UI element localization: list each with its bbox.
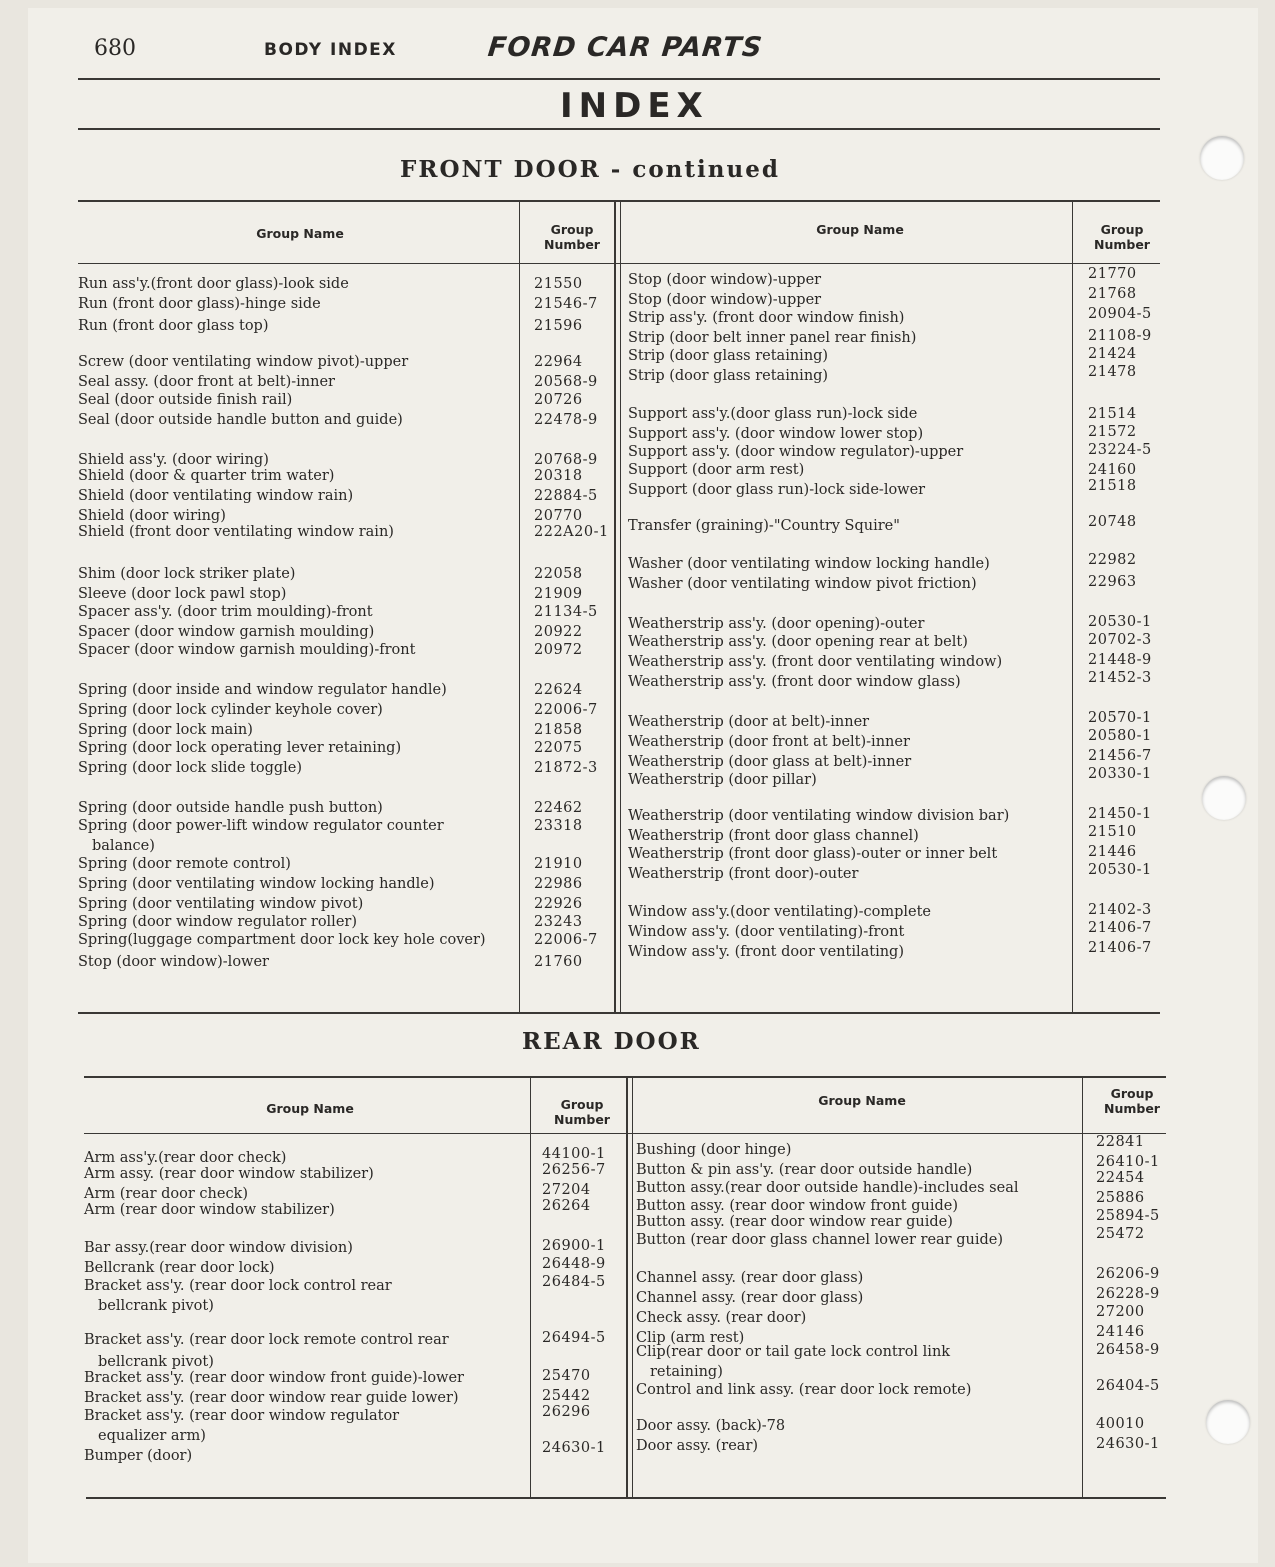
part-group-number: 21446 — [1088, 844, 1137, 860]
part-name: Spring (door remote control) — [78, 856, 291, 872]
part-name: Arm ass'y.(rear door check) — [84, 1150, 287, 1166]
part-group-number: 21858 — [534, 722, 583, 738]
part-group-number: 22006-7 — [534, 702, 598, 718]
part-group-number: 21770 — [1088, 266, 1137, 282]
col-header-group-name: Group Name — [816, 222, 904, 237]
part-name: Spring (door lock main) — [78, 722, 253, 738]
part-name: Weatherstrip ass'y. (door opening)-outer — [628, 616, 925, 632]
part-name: Weatherstrip ass'y. (front door window glass) — [628, 674, 961, 690]
part-group-number: 20568-9 — [534, 374, 598, 390]
part-group-number: 20770 — [534, 508, 583, 524]
part-group-number: 21546-7 — [534, 296, 598, 312]
part-name: Arm (rear door check) — [84, 1186, 249, 1202]
part-name: Bracket ass'y. (rear door lock remote control rear — [84, 1332, 449, 1348]
part-name: Weatherstrip ass'y. (door opening rear at belt) — [628, 634, 968, 650]
part-name: Screw (door ventilating window pivot)-upper — [78, 354, 409, 370]
part-name: Stop (door window)-upper — [628, 272, 822, 288]
part-group-number: 20972 — [534, 642, 583, 658]
front-door-title: FRONT DOOR - continued — [400, 156, 780, 183]
binder-hole — [1200, 136, 1244, 180]
part-group-number: 22982 — [1088, 552, 1137, 568]
part-name: Run (front door glass top) — [78, 318, 269, 334]
part-group-number: 26410-1 — [1096, 1154, 1160, 1170]
part-name: Stop (door window)-upper — [628, 292, 822, 308]
part-name: Spring (door power-lift window regulator counter — [78, 818, 444, 834]
part-group-number: 22986 — [534, 876, 583, 892]
part-name: Arm assy. (rear door window stabilizer) — [84, 1166, 374, 1182]
part-name: Spring (door lock slide toggle) — [78, 760, 303, 776]
part-name: Strip (door glass retaining) — [628, 348, 829, 364]
part-group-number: 20904-5 — [1088, 306, 1152, 322]
part-name: Bracket ass'y. (rear door window front guide)-lower — [84, 1370, 464, 1386]
part-name: Spring(luggage compartment door lock key hole cover) — [78, 932, 486, 948]
part-group-number: 26256-7 — [542, 1162, 606, 1178]
part-group-number: 22454 — [1096, 1170, 1145, 1186]
part-group-number: 20530-1 — [1088, 614, 1152, 630]
binder-hole — [1202, 776, 1246, 820]
col-header-group-name: Group Name — [266, 1101, 354, 1116]
part-group-number: 21909 — [534, 586, 583, 602]
part-group-number: 22926 — [534, 896, 583, 912]
part-name: Spring (door outside handle push button) — [78, 800, 383, 816]
part-group-number: 27200 — [1096, 1304, 1145, 1320]
part-group-number: 21514 — [1088, 406, 1137, 422]
part-group-number: 24160 — [1088, 462, 1137, 478]
part-name: bellcrank pivot) — [98, 1298, 214, 1314]
part-group-number: 21448-9 — [1088, 652, 1152, 668]
header-rule — [78, 78, 1160, 80]
part-name: bellcrank pivot) — [98, 1354, 214, 1370]
part-name: Bumper (door) — [84, 1448, 193, 1464]
part-name: Bracket ass'y. (rear door window rear guide lower) — [84, 1390, 459, 1406]
part-group-number: 21450-1 — [1088, 806, 1152, 822]
part-group-number: 21406-7 — [1088, 940, 1152, 956]
part-name: Transfer (graining)-"Country Squire" — [628, 518, 900, 534]
part-group-number: 22478-9 — [534, 412, 598, 428]
part-group-number: 20768-9 — [534, 452, 598, 468]
part-name: Weatherstrip (door pillar) — [628, 772, 817, 788]
part-name: Shield (door & quarter trim water) — [78, 468, 335, 484]
part-name: Weatherstrip (door glass at belt)-inner — [628, 754, 912, 770]
part-group-number: 21452-3 — [1088, 670, 1152, 686]
part-name: Spacer ass'y. (door trim moulding)-front — [78, 604, 373, 620]
part-group-number: 26900-1 — [542, 1238, 606, 1254]
part-group-number: 27204 — [542, 1182, 591, 1198]
part-group-number: 22884-5 — [534, 488, 598, 504]
part-group-number: 21108-9 — [1088, 328, 1152, 344]
part-group-number: 21406-7 — [1088, 920, 1152, 936]
part-group-number: 26448-9 — [542, 1256, 606, 1272]
part-name: Bar assy.(rear door window division) — [84, 1240, 353, 1256]
part-group-number: 21518 — [1088, 478, 1137, 494]
part-name: Sleeve (door lock pawl stop) — [78, 586, 287, 602]
part-name: Support (door arm rest) — [628, 462, 805, 478]
part-group-number: 26494-5 — [542, 1330, 606, 1346]
part-name: Weatherstrip (door ventilating window division bar) — [628, 808, 1010, 824]
part-group-number: 20748 — [1088, 514, 1137, 530]
part-name: Strip ass'y. (front door window finish) — [628, 310, 905, 326]
part-group-number: 21402-3 — [1088, 902, 1152, 918]
part-name: retaining) — [650, 1364, 723, 1380]
part-name: Seal assy. (door front at belt)-inner — [78, 374, 335, 390]
part-name: Check assy. (rear door) — [636, 1310, 807, 1326]
part-name: Weatherstrip (front door)-outer — [628, 866, 859, 882]
part-name: Window ass'y. (front door ventilating) — [628, 944, 904, 960]
part-name: Weatherstrip ass'y. (front door ventilating window) — [628, 654, 1003, 670]
part-name: Support ass'y. (door window regulator)-upper — [628, 444, 964, 460]
part-group-number: 20570-1 — [1088, 710, 1152, 726]
col-header-group-number: Group Number — [554, 1097, 610, 1127]
part-group-number: 22963 — [1088, 574, 1137, 590]
part-group-number: 21872-3 — [534, 760, 598, 776]
part-name: Shield ass'y. (door wiring) — [78, 452, 269, 468]
part-group-number: 26404-5 — [1096, 1378, 1160, 1394]
part-group-number: 21134-5 — [534, 604, 598, 620]
part-name: Bracket ass'y. (rear door lock control rear — [84, 1278, 392, 1294]
rear-door-title: REAR DOOR — [522, 1028, 701, 1055]
binder-hole — [1206, 1400, 1250, 1444]
part-name: Spring (door lock cylinder keyhole cover) — [78, 702, 383, 718]
part-group-number: 24630-1 — [542, 1440, 606, 1456]
part-group-number: 25442 — [542, 1388, 591, 1404]
part-name: Channel assy. (rear door glass) — [636, 1270, 864, 1286]
part-group-number: 21596 — [534, 318, 583, 334]
part-name: Clip(rear door or tail gate lock control link — [636, 1344, 951, 1360]
part-group-number: 21510 — [1088, 824, 1137, 840]
part-group-number: 21910 — [534, 856, 583, 872]
part-name: Bushing (door hinge) — [636, 1142, 792, 1158]
section-label: BODY INDEX — [264, 40, 397, 60]
part-name: balance) — [92, 838, 155, 854]
part-name: equalizer arm) — [98, 1428, 206, 1444]
part-name: Window ass'y.(door ventilating)-complete — [628, 904, 931, 920]
col-header-group-name: Group Name — [256, 226, 344, 241]
part-group-number: 21456-7 — [1088, 748, 1152, 764]
page-title: INDEX — [560, 86, 709, 126]
part-group-number: 22841 — [1096, 1134, 1145, 1150]
part-group-number: 22058 — [534, 566, 583, 582]
col-header-group-number: Group Number — [1094, 222, 1150, 252]
part-group-number: 22006-7 — [534, 932, 598, 948]
part-name: Spring (door window regulator roller) — [78, 914, 357, 930]
brand-title: FORD CAR PARTS — [486, 32, 765, 63]
part-name: Spring (door ventilating window pivot) — [78, 896, 364, 912]
part-group-number: 26206-9 — [1096, 1266, 1160, 1282]
part-group-number: 20726 — [534, 392, 583, 408]
part-group-number: 25470 — [542, 1368, 591, 1384]
part-group-number: 20922 — [534, 624, 583, 640]
part-group-number: 20580-1 — [1088, 728, 1152, 744]
part-group-number: 20330-1 — [1088, 766, 1152, 782]
part-group-number: 22462 — [534, 800, 583, 816]
part-name: Weatherstrip (front door glass)-outer or inner belt — [628, 846, 998, 862]
part-name: Button assy. (rear door window front guide) — [636, 1198, 958, 1214]
part-name: Shield (door ventilating window rain) — [78, 488, 354, 504]
part-name: Button assy.(rear door outside handle)-includes seal — [636, 1180, 1019, 1196]
part-name: Washer (door ventilating window locking handle) — [628, 556, 990, 572]
part-name: Support ass'y. (door window lower stop) — [628, 426, 924, 442]
part-name: Button (rear door glass channel lower rear guide) — [636, 1232, 1004, 1248]
part-group-number: 21550 — [534, 276, 583, 292]
part-group-number: 25886 — [1096, 1190, 1145, 1206]
part-group-number: 26458-9 — [1096, 1342, 1160, 1358]
part-name: Strip (door glass retaining) — [628, 368, 829, 384]
part-name: Run ass'y.(front door glass)-look side — [78, 276, 349, 292]
part-name: Bellcrank (rear door lock) — [84, 1260, 275, 1276]
col-header-group-name: Group Name — [818, 1093, 906, 1108]
part-name: Support (door glass run)-lock side-lower — [628, 482, 926, 498]
part-group-number: 22075 — [534, 740, 583, 756]
part-group-number: 23243 — [534, 914, 583, 930]
part-name: Washer (door ventilating window pivot friction) — [628, 576, 977, 592]
part-name: Button & pin ass'y. (rear door outside handle) — [636, 1162, 973, 1178]
part-name: Window ass'y. (door ventilating)-front — [628, 924, 905, 940]
part-name: Spacer (door window garnish moulding) — [78, 624, 375, 640]
part-name: Channel assy. (rear door glass) — [636, 1290, 864, 1306]
part-name: Run (front door glass)-hinge side — [78, 296, 321, 312]
part-name: Shield (front door ventilating window rain) — [78, 524, 394, 540]
part-group-number: 26484-5 — [542, 1274, 606, 1290]
part-group-number: 22624 — [534, 682, 583, 698]
part-name: Door assy. (rear) — [636, 1438, 759, 1454]
part-name: Spring (door lock operating lever retaining) — [78, 740, 402, 756]
part-group-number: 44100-1 — [542, 1146, 606, 1162]
part-name: Support ass'y.(door glass run)-lock side — [628, 406, 918, 422]
part-name: Control and link assy. (rear door lock remote) — [636, 1382, 972, 1398]
part-name: Button assy. (rear door window rear guide) — [636, 1214, 953, 1230]
part-group-number: 21424 — [1088, 346, 1137, 362]
title-rule — [78, 128, 1160, 130]
part-name: Door assy. (back)-78 — [636, 1418, 786, 1434]
part-name: Shim (door lock striker plate) — [78, 566, 296, 582]
part-name: Spacer (door window garnish moulding)-front — [78, 642, 416, 658]
part-group-number: 20702-3 — [1088, 632, 1152, 648]
part-group-number: 26264 — [542, 1198, 591, 1214]
part-name: Weatherstrip (door front at belt)-inner — [628, 734, 910, 750]
part-group-number: 23318 — [534, 818, 583, 834]
part-name: Weatherstrip (front door glass channel) — [628, 828, 919, 844]
part-name: Seal (door outside handle button and guide) — [78, 412, 403, 428]
page-number: 680 — [94, 36, 136, 61]
part-name: Stop (door window)-lower — [78, 954, 269, 970]
part-group-number: 24630-1 — [1096, 1436, 1160, 1452]
part-group-number: 23224-5 — [1088, 442, 1152, 458]
part-group-number: 24146 — [1096, 1324, 1145, 1340]
part-group-number: 26296 — [542, 1404, 591, 1420]
part-name: Weatherstrip (door at belt)-inner — [628, 714, 870, 730]
part-name: Seal (door outside finish rail) — [78, 392, 293, 408]
part-group-number: 40010 — [1096, 1416, 1145, 1432]
part-group-number: 21478 — [1088, 364, 1137, 380]
part-name: Spring (door inside and window regulator handle) — [78, 682, 447, 698]
part-group-number: 20318 — [534, 468, 583, 484]
part-group-number: 25472 — [1096, 1226, 1145, 1242]
part-group-number: 22964 — [534, 354, 583, 370]
part-name: Arm (rear door window stabilizer) — [84, 1202, 335, 1218]
part-name: Shield (door wiring) — [78, 508, 226, 524]
part-name: Spring (door ventilating window locking handle) — [78, 876, 435, 892]
col-header-group-number: Group Number — [1104, 1086, 1160, 1116]
part-name: Bracket ass'y. (rear door window regulator — [84, 1408, 400, 1424]
part-group-number: 21572 — [1088, 424, 1137, 440]
part-group-number: 21760 — [534, 954, 583, 970]
part-group-number: 20530-1 — [1088, 862, 1152, 878]
part-group-number: 222A20-1 — [534, 524, 609, 540]
col-header-group-number: Group Number — [544, 222, 600, 252]
part-group-number: 21768 — [1088, 286, 1137, 302]
part-group-number: 25894-5 — [1096, 1208, 1160, 1224]
part-name: Clip (arm rest) — [636, 1330, 745, 1346]
part-group-number: 26228-9 — [1096, 1286, 1160, 1302]
part-name: Strip (door belt inner panel rear finish) — [628, 330, 917, 346]
